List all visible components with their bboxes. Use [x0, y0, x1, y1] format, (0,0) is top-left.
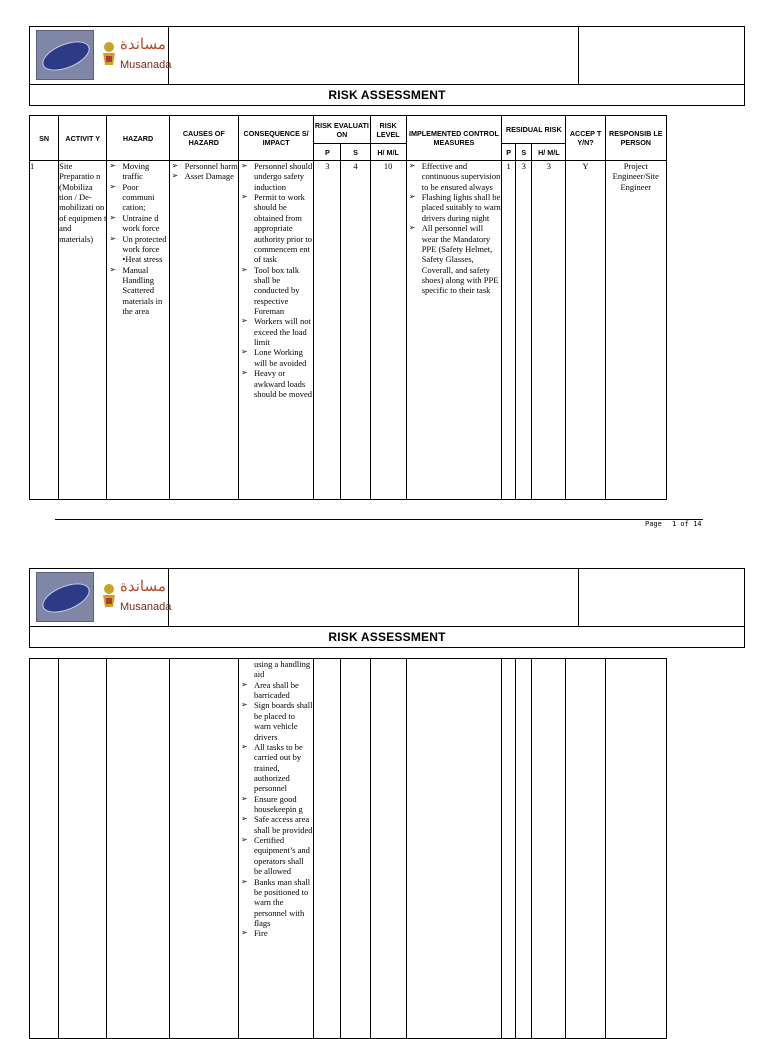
musanada-arabic-logo: مساندة: [120, 577, 166, 595]
page-title: RISK ASSESSMENT: [328, 630, 446, 644]
header-consequences: CONSEQUENCE S/ IMPACT: [238, 116, 313, 161]
header-row: [30, 569, 744, 627]
cell-responsible: Project Engineer/Site Engineer: [605, 161, 666, 500]
cell-s: 4: [341, 161, 370, 500]
cell-accept: Y: [566, 161, 605, 500]
logo-cell: [30, 27, 172, 84]
hazard-item: ➢ Untraine d work force: [107, 213, 168, 234]
page1-header: [29, 26, 745, 106]
emirates-link-badge: [36, 30, 94, 80]
logo-cell: [30, 569, 172, 626]
header-activity: ACTIVIT Y: [59, 116, 107, 161]
header-blank-cell: [169, 569, 579, 626]
consequence-item: ➢ Banks man shall be positioned to warn the personnel with flags: [239, 877, 313, 929]
cell-hazard: [107, 161, 169, 500]
header-residual-hml: H/ M/L: [532, 144, 566, 161]
risk-assessment-table: [29, 115, 667, 500]
cell-residual-s: 3: [516, 161, 532, 500]
hazard-item: ➢ Un protected work force •Heat stress: [107, 234, 168, 265]
emirates-link-badge: [36, 572, 94, 622]
header-hml: H/ M/L: [370, 144, 406, 161]
cause-item: ➢ Personnel harm: [170, 161, 238, 171]
cell-sn: 1: [30, 161, 59, 500]
uae-emblem-icon: [100, 581, 118, 611]
header-risk-level: RISK LEVEL: [370, 116, 406, 144]
hazard-item: ➢ Moving traffic: [107, 161, 168, 182]
control-item: ➢ Effective and continuous supervision to be ensured always: [407, 161, 501, 192]
table-row: [30, 659, 667, 1039]
consequence-item: ➢ Sign boards shall be placed to warn vehicle drivers: [239, 700, 313, 741]
cell-controls: [406, 161, 501, 500]
header-responsible: RESPONSIB LE PERSON: [605, 116, 666, 161]
cause-item: ➢ Asset Damage: [170, 171, 238, 181]
cell-consequences: [238, 161, 313, 500]
control-item: ➢ Flashing lights shall be placed suitably to warn drivers during night: [407, 192, 501, 223]
consequence-item: ➢ All tasks to be carried out by trained, authorized personnel: [239, 742, 313, 794]
cell-residual-level: 3: [532, 161, 566, 500]
hazard-item: ➢ Poor communi cation;: [107, 182, 168, 213]
badge-ellipse-icon: [38, 36, 93, 77]
cell-p: 3: [314, 161, 341, 500]
header-accept: ACCEP T Y/N?: [566, 116, 605, 161]
consequence-item: ➢ Lone Working will be avoided: [239, 347, 313, 368]
control-item: ➢ All personnel will wear the Mandatory PPE (Safety Helmet, Safety Glasses, Coverall, and safety shoes) along with PPE specific to their task: [407, 223, 501, 296]
consequence-item: ➢ Area shall be barricaded: [239, 680, 313, 701]
header-implemented-controls: IMPLEMENTED CONTROL MEASURES: [406, 116, 501, 161]
page2-header: [29, 568, 745, 648]
hazard-extra: Scattered materials in the area: [122, 285, 163, 317]
header-blank-cell: [169, 27, 579, 84]
uae-emblem-icon: [100, 39, 118, 69]
consequence-item: ➢ Certified equipment’s and operators shall be allowed: [239, 835, 313, 876]
consequence-item: ➢ Safe access area shall be provided: [239, 814, 313, 835]
header-s: S: [341, 144, 370, 161]
header-residual-p: P: [502, 144, 516, 161]
cell-residual-p: 1: [502, 161, 516, 500]
page-title: RISK ASSESSMENT: [328, 88, 446, 102]
consequence-item: ➢ Tool box talk shall be conducted by respective Foreman: [239, 265, 313, 317]
consequence-item: ➢ Personnel should undergo safety induction: [239, 161, 313, 192]
consequence-lead: using a handling aid: [253, 659, 311, 680]
header-hazard: HAZARD: [107, 116, 169, 161]
musanada-latin-logo: Musanada: [120, 59, 172, 71]
cell-causes: [169, 161, 238, 500]
header-risk-evaluation: RISK EVALUATI ON: [314, 116, 370, 144]
musanada-latin-logo: Musanada: [120, 601, 172, 613]
consequence-item: ➢ Ensure good housekeepin g: [239, 794, 313, 815]
table-row: [30, 161, 667, 500]
header-row: [30, 27, 744, 85]
badge-ellipse-icon: [38, 578, 93, 619]
header-p: P: [314, 144, 341, 161]
musanada-arabic-logo: مساندة: [120, 35, 166, 53]
footer-divider: [55, 519, 703, 520]
header-sn: SN: [30, 116, 59, 161]
header-causes: CAUSES OF HAZARD: [169, 116, 238, 161]
cell-risk-level: 10: [370, 161, 406, 500]
consequence-item: ➢ Heavy or awkward loads should be moved: [239, 368, 313, 399]
header-residual-s: S: [516, 144, 532, 161]
risk-assessment-table-continued: [29, 658, 667, 1039]
consequence-item: ➢ Permit to work should be obtained from appropriate authority prior to commencem ent of task: [239, 192, 313, 265]
page-number: 1 of 14: [672, 520, 702, 528]
consequence-item: ➢ Workers will not exceed the load limit: [239, 316, 313, 347]
page-label: Page: [645, 520, 662, 528]
consequence-item: ➢ Fire: [239, 928, 313, 938]
hazard-item: ➢ Manual Handling: [107, 265, 168, 286]
header-residual-risk: RESIDUAL RISK: [502, 116, 566, 144]
cell-activity: Site Preparatio n (Mobiliza tion / De-mobilizati on of equipmen t and materials): [59, 161, 107, 500]
cell-consequences-continued: [238, 659, 313, 1039]
